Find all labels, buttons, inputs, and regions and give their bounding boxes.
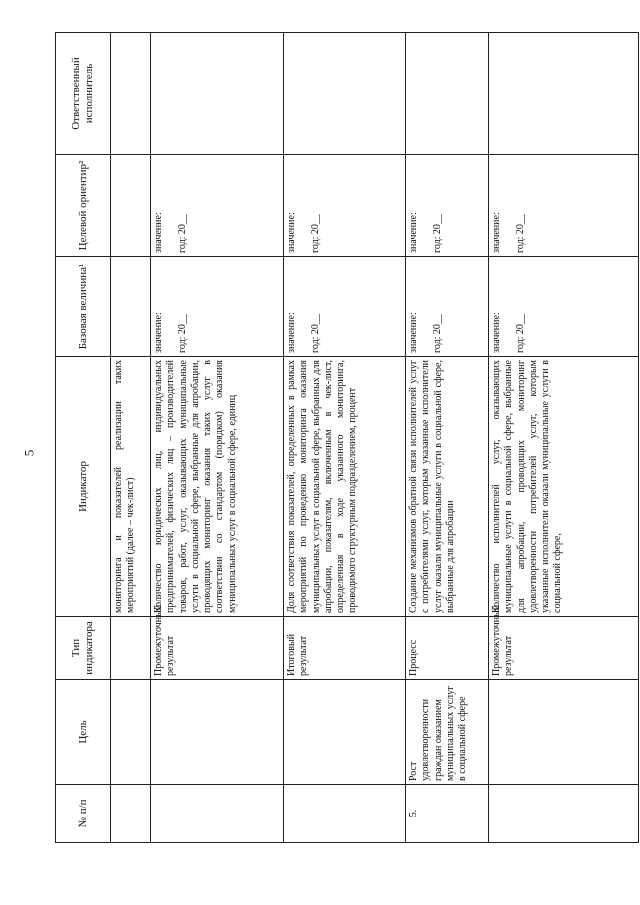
row-goal [489,680,639,785]
row-indicator: Количество юридических лиц, индивидуальных предпринимателей, физических лиц – производителей товаров, работ, услуг, оказывающих муниципальные услуги в социальной сфере, выбранные для апробации, проводящих мониторинг оказания таких услуг в соответствии со стандартом (порядком) оказания муниципальных услуг в социальной сфере, единиц [151,357,284,617]
target-year-label: год: 20__ [310,214,322,253]
row-base [489,257,639,357]
row-goal: Рост удовлетворенности граждан оказанием муниципальных услуг в социальной сфере [406,680,489,785]
row-indicator: Доля соответствия показателей, определенных в рамках мероприятий по проведению мониторинга оказания муниципальных услуг в социальной сфере, выбранных для апробации, показателям, включенным в чек-лист, определенная в ходе указанного мониторинга, проводимого структурным подразделением, процент [284,357,406,617]
row-responsible [489,33,639,155]
row-goal [284,680,406,785]
row-goal [151,680,284,785]
page-number: 5 [21,449,37,457]
row-target [111,155,151,257]
header-target: Целевой ориентир² [56,155,111,257]
row-type: Процесс [406,617,489,680]
indicators-table [55,32,639,843]
table-row [284,33,406,843]
row-type: Промежуточный результат [151,617,284,680]
rotated-page-content [55,33,638,843]
row-target [151,155,284,257]
target-year-label: год: 20__ [432,214,444,253]
row-responsible [151,33,284,155]
row-base [284,257,406,357]
row-num [111,785,151,843]
table-header-row [56,33,111,843]
row-num [151,785,284,843]
table-row [406,33,489,843]
row-target [284,155,406,257]
row-type [111,617,151,680]
target-year-label: год: 20__ [515,214,527,253]
row-num [489,785,639,843]
table-row [111,33,151,843]
base-value-label: значение: [153,312,164,353]
row-num [284,785,406,843]
row-responsible [406,33,489,155]
base-year-label: год: 20__ [432,314,444,353]
row-num: 5. [406,785,489,843]
row-indicator: Количество исполнителей услуг, оказывающих муниципальные услуги в социальной сфере, выбранные для апробации, проводящих мониторинг удовлетворенности потребителей услуг, которым указанные исполнители оказали муниципальные услуги в социальной сфере, [489,357,639,617]
row-responsible [111,33,151,155]
row-target [406,155,489,257]
target-value-label: значение: [408,212,419,253]
header-base: Базовая величина¹ [56,257,111,357]
target-value-label: значение: [491,212,502,253]
target-year-label: год: 20__ [177,214,189,253]
row-goal [111,680,151,785]
row-responsible [284,33,406,155]
row-indicator: мониторинга и показателей реализации таких мероприятий (далее – чек-лист) [111,357,151,617]
row-indicator: Создание механизмов обратной связи исполнителей услуг с потребителями услуг, которым указанные исполнители услуг оказали муниципальные услуги в социальной сфере, выбранные для апробации [406,357,489,617]
target-value-label: значение: [286,212,297,253]
base-year-label: год: 20__ [515,314,527,353]
base-value-label: значение: [286,312,297,353]
row-type: Промежуточный результат [489,617,639,680]
header-indicator: Индикатор [56,357,111,617]
row-type: Итоговый результат [284,617,406,680]
base-value-label: значение: [491,312,502,353]
base-year-label: год: 20__ [310,314,322,353]
header-goal: Цель [56,680,111,785]
row-target [489,155,639,257]
row-base [111,257,151,357]
base-value-label: значение: [408,312,419,353]
header-type: Тип индикатора [56,617,111,680]
table-row [489,33,639,843]
base-year-label: год: 20__ [177,314,189,353]
table-row [151,33,284,843]
row-base [406,257,489,357]
row-base [151,257,284,357]
target-value-label: значение: [153,212,164,253]
header-num: № п/п [56,785,111,843]
header-responsible: Ответственный исполнитель [56,33,111,155]
